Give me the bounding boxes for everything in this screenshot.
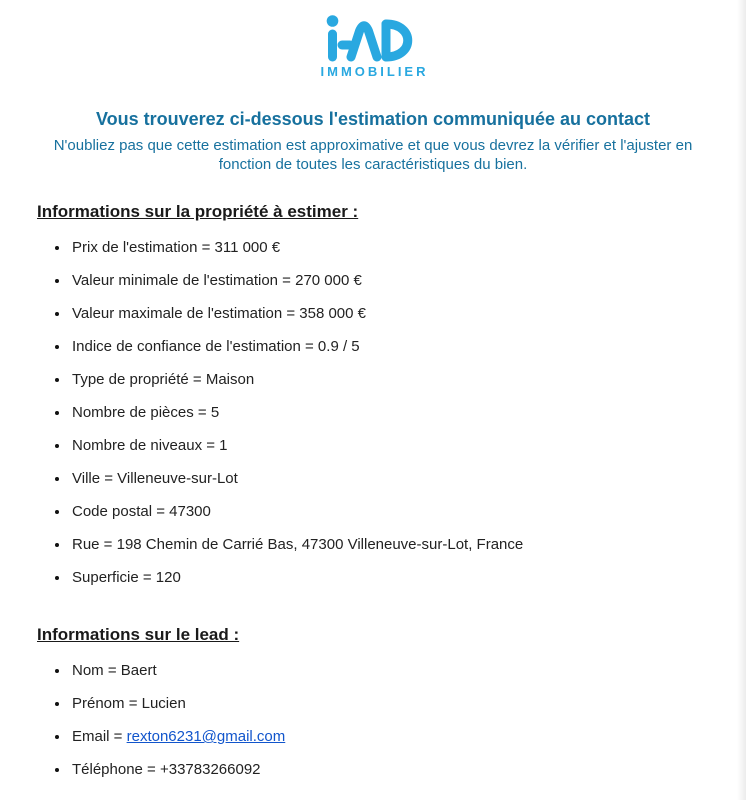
bullet-item: • Valeur minimale de l'estimation = 270 000 € [70,271,709,290]
bullet-item: • Prix de l'estimation = 311 000 € [70,238,709,257]
bullet-item: • Téléphone = +33783266092 [70,760,709,779]
bullet-item: • Rue = 198 Chemin de Carrié Bas, 47300 Villeneuve-sur-Lot, France [70,535,709,554]
bullet-item: • Prénom = Lucien [70,694,709,713]
bullet-item: • Indice de confiance de l'estimation = 0.9 / 5 [70,337,709,356]
bullet-item: • Nombre de niveaux = 1 [70,436,709,455]
bullet-item [70,727,709,746]
section-heading-property: Informations sur la propriété à estimer : [37,202,359,221]
viewport-edge-shadow [737,0,746,800]
bullet-item: • Code postal = 47300 [70,502,709,521]
bullet-item: • Ville = Villeneuve-sur-Lot [70,469,709,488]
bullet-item: • Valeur maximale de l'estimation = 358 000 € [70,304,709,323]
email-link[interactable]: rexton6231@gmail.com [126,728,286,745]
property-list [37,238,709,587]
bullet-item: • Nombre de pièces = 5 [70,403,709,422]
bullet-item: • Type de propriété = Maison [70,370,709,389]
bullet-item-label: Email = [72,728,127,745]
lead-section [37,625,709,779]
disclaimer-text: N'oubliez pas que cette estimation est approximative et que vous devrez la vérifier et l'ajuster en fonction de toutes les caractéristiques du bien. [53,137,693,173]
lead-list [37,661,709,779]
main-heading: Vous trouverez ci-dessous l'estimation communiquée au contact [95,109,651,129]
bullet-item: • Superficie = 120 [70,568,709,587]
iad-logo [37,12,709,79]
section-heading-lead: Informations sur le lead : [37,625,240,644]
bullet-item: • Nom = Baert [70,661,709,680]
iad-logo-icon [326,14,420,62]
iad-logo-text: IMMOBILIER [320,64,429,79]
property-section [37,202,709,587]
